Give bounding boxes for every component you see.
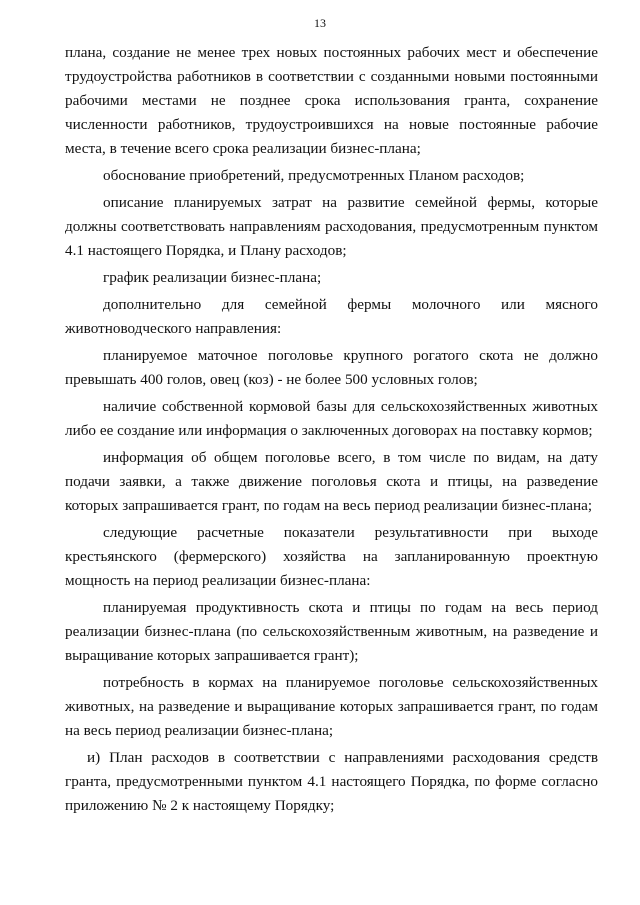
- document-body: [65, 41, 598, 818]
- page-number: 13: [314, 16, 326, 30]
- paragraph-indicators: следующие расчетные показатели результативности при выходе крестьянского (фермерского) хозяйства на запланированную проектную мощность на период реализации бизнес-плана:: [65, 524, 598, 589]
- paragraph-additional: дополнительно для семейной фермы молочного или мясного животноводческого направления:: [65, 296, 598, 337]
- paragraph-costs: описание планируемых затрат на развитие семейной фермы, которые должны соответствовать направлениям расходования, предусмотренным пунктом 4.1 настоящего Порядка, и Плану расходов;: [65, 194, 598, 259]
- paragraph-productivity: планируемая продуктивность скота и птицы по годам на весь период реализации бизнес-плана (по сельскохозяйственным животным, на разведение и выращивание которых запрашивается грант);: [65, 599, 598, 664]
- paragraph-plan-continuation: плана, создание не менее трех новых постоянных рабочих мест и обеспечение трудоустройства работников в соответствии с созданными новыми постоянными рабочими местами не позднее срока использования гранта, сохранение численности работников, трудоустроившихся на новые постоянные рабочие места, в течение всего срока реализации бизнес-плана;: [65, 44, 598, 157]
- paragraph-item-i: и) План расходов в соответствии с направлениями расходования средств гранта, предусмотренными пунктом 4.1 настоящего Порядка, по форме согласно приложению № 2 к настоящему Порядку;: [65, 749, 598, 814]
- paragraph-schedule: график реализации бизнес-плана;: [103, 269, 322, 286]
- paragraph-feed-base: наличие собственной кормовой базы для сельскохозяйственных животных либо ее создание или информация о заключенных договорах на поставку кормов;: [65, 398, 598, 439]
- paragraph-acquisitions: обоснование приобретений, предусмотренных Планом расходов;: [103, 167, 525, 184]
- paragraph-feed-need: потребность в кормах на планируемое поголовье сельскохозяйственных животных, на разведение и выращивание которых запрашивается грант, по годам на весь период реализации бизнес-плана;: [65, 674, 598, 739]
- paragraph-total-livestock: информация об общем поголовье всего, в том числе по видам, на дату подачи заявки, а также движение поголовья скота и птицы, на разведение которых запрашивается грант, по годам на весь период реализации бизнес-плана;: [65, 449, 598, 514]
- paragraph-livestock-limit: планируемое маточное поголовье крупного рогатого скота не должно превышать 400 голов, овец (коз) - не более 500 условных голов;: [65, 347, 598, 388]
